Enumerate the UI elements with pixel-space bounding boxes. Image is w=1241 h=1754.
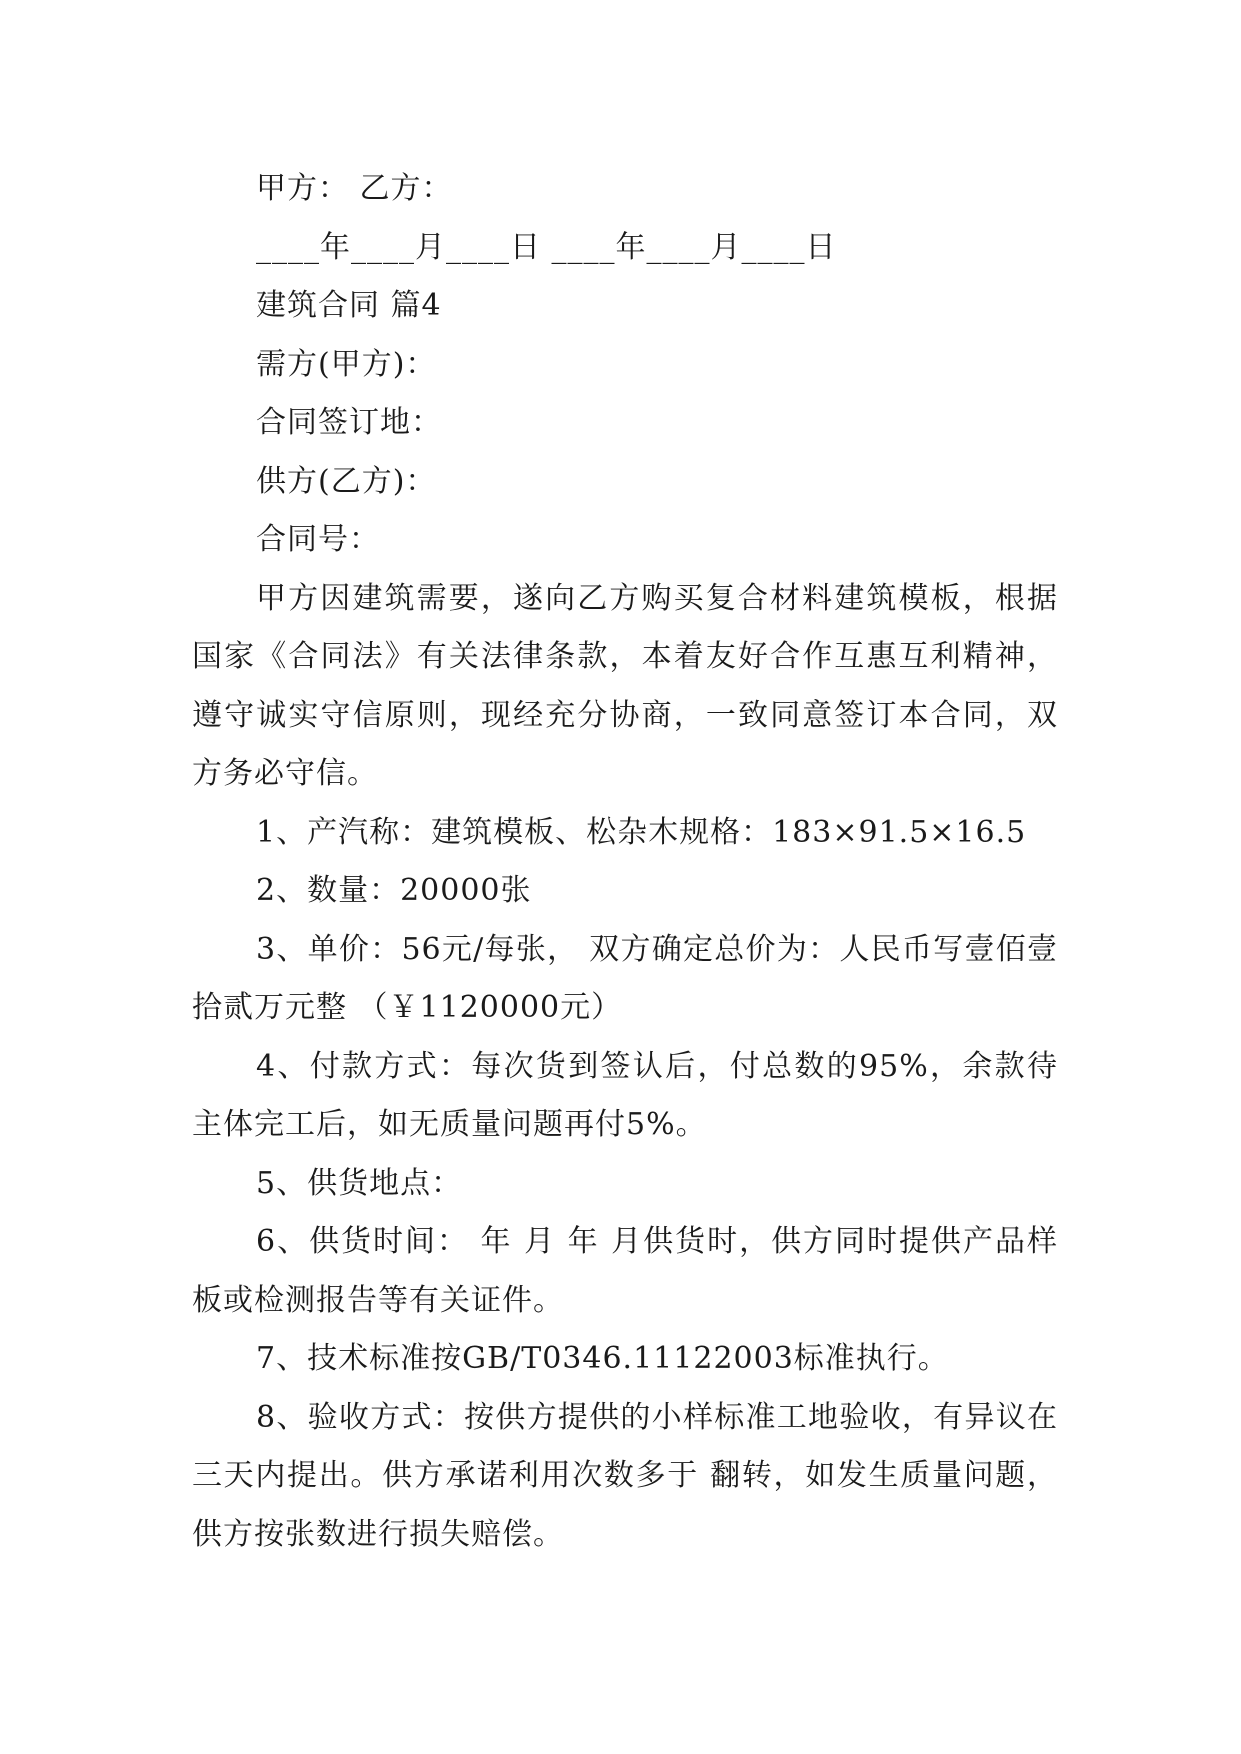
buyer-label: 需方(甲方)：: [256, 346, 437, 382]
clause-5: 5、供货地点：: [256, 1165, 463, 1201]
document-body: [192, 160, 1058, 1564]
clause-1: 1、产汽称：建筑模板、松杂木规格：183×91.5×16.5: [256, 814, 1027, 850]
section-title: 建筑合同 篇4: [256, 288, 442, 323]
intro-paragraph: 甲方因建筑需要，遂向乙方购买复合材料建筑模板，根据国家《合同法》有关法律条款，本着友好合作互惠互利精神，遵守诚实守信原则，现经充分协商，一致同意签订本合同，双方务必守信。: [192, 580, 1058, 791]
contract-number-label: 合同号：: [256, 522, 380, 557]
clause-2: 2、数量：20000张: [256, 873, 532, 908]
clause-3: 3、单价：56元/每张， 双方确定总价为：人民币写壹佰壹拾贰万元整 （￥1120000元）: [192, 931, 1058, 1025]
signing-place-label: 合同签订地：: [256, 405, 442, 440]
signature-line: 甲方： 乙方：: [256, 171, 453, 206]
supplier-label: 供方(乙方)：: [256, 463, 437, 499]
clause-7: 7、技术标准按GB/T0346.11122003标准执行。: [256, 1341, 949, 1376]
clause-4: 4、付款方式：每次货到签认后，付总数的95%，余款待主体完工后，如无质量问题再付5%。: [192, 1048, 1058, 1142]
clause-6: 6、供货时间： 年 月 年 月供货时，供方同时提供产品样板或检测报告等有关证件。: [192, 1224, 1058, 1318]
clause-8: 8、验收方式：按供方提供的小样标准工地验收，有异议在三天内提出。供方承诺利用次数多于 翻转，如发生质量问题，供方按张数进行损失赔偿。: [192, 1399, 1058, 1552]
date-line: ____年____月____日 ____年____月____日: [256, 229, 837, 265]
